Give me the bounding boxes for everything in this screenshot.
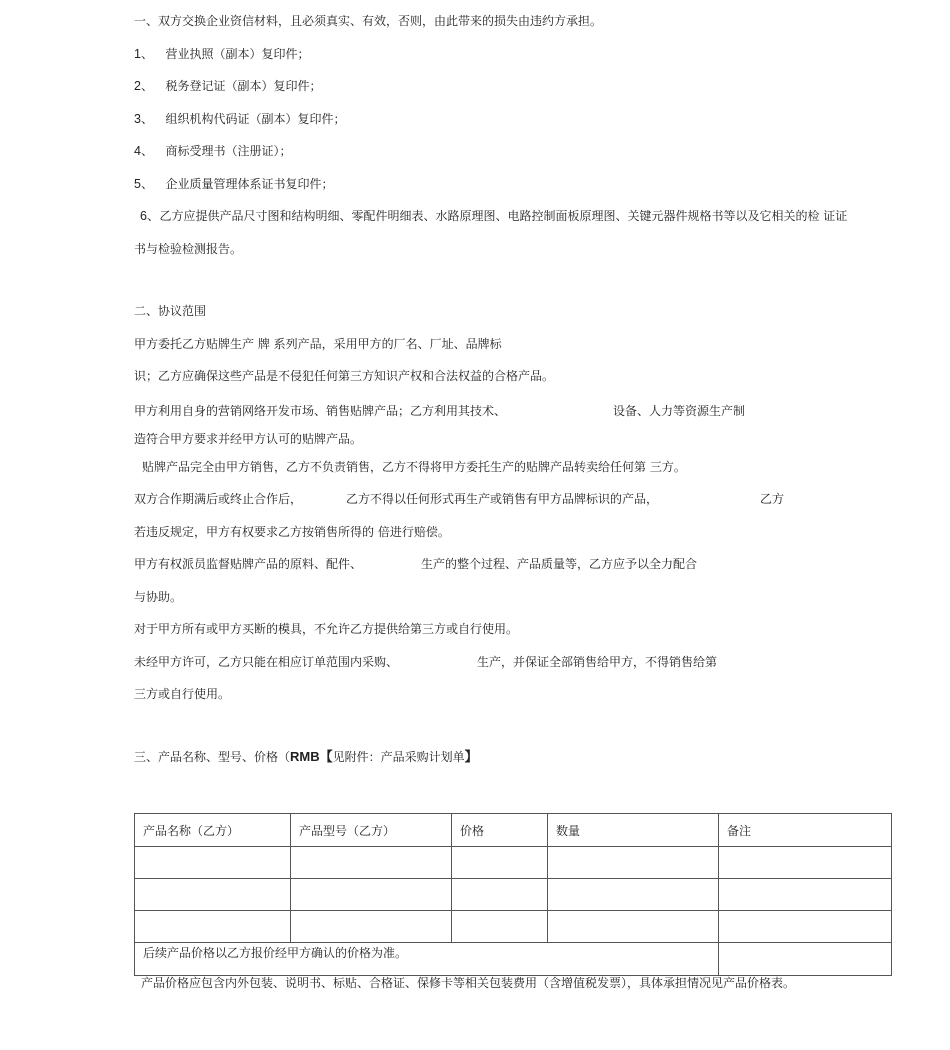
list-item (134, 111, 345, 127)
heading-part: 见附件：产品采购计划单 (332, 750, 465, 764)
table-cell (719, 911, 892, 943)
paragraph-left: 未经甲方许可，乙方只能在相应订单范围内采购、 (134, 655, 399, 669)
section3-heading (134, 749, 478, 765)
paragraph: 若违反规定，甲方有权要求乙方按销售所得的 倍进行赔偿。 (134, 525, 450, 539)
list-item-text: 组织机构代码证（副本）复印件； (165, 112, 346, 126)
paragraph: 造符合甲方要求并经甲方认可的贴牌产品。 (134, 432, 363, 446)
paragraph: 贴牌产品完全由甲方销售，乙方不负责销售，乙方不得将甲方委托生产的贴牌产品转卖给任何第 三方。 (142, 460, 686, 474)
list-item (134, 176, 333, 192)
list-item-text: 乙方应提供产品尺寸图和结构明细、零配件明细表、水路原理图、电路控制面板原理图、关键元器件规格书等以及它相关的检 证证 (159, 209, 848, 223)
list-item-number: 1、 (134, 47, 154, 61)
section2-heading: 二、协议范围 (134, 304, 207, 318)
paragraph-right: 乙方 (760, 492, 785, 506)
paragraph-left: 甲方有权派员监督贴牌产品的原料、配件、 (134, 557, 363, 571)
paragraph: 与协助。 (134, 590, 183, 604)
table-header-cell: 备注 (719, 814, 892, 847)
table-cell (548, 879, 719, 911)
table-row (135, 911, 892, 943)
table-cell (452, 879, 548, 911)
paragraph-right: 设备、人力等资源生产制 (613, 404, 746, 418)
table-cell (291, 911, 452, 943)
table-row (135, 879, 892, 911)
paragraph: 识；乙方应确保这些产品是不侵犯任何第三方知识产权和合法权益的合格产品。 (134, 369, 555, 383)
list-item-6-continuation: 书与检验检测报告。 (134, 242, 243, 256)
list-item-text: 营业执照（副本）复印件； (165, 47, 310, 61)
paragraph-right: 生产的整个过程、产品质量等，乙方应予以全力配合 (421, 557, 698, 571)
table-footer-cell: 后续产品价格以乙方报价经甲方确认的价格为准。 (135, 943, 719, 976)
table-header-cell: 产品型号（乙方） (291, 814, 452, 847)
list-item (134, 143, 291, 159)
table-cell (291, 879, 452, 911)
table-header-cell: 价格 (452, 814, 548, 847)
list-item-text: 商标受理书（注册证）； (165, 144, 292, 158)
list-item-number: 5、 (134, 177, 154, 191)
section1-intro: 一、双方交换企业资信材料，且必须真实、有效，否则，由此带来的损失由违约方承担。 (134, 14, 603, 28)
list-item-number: 3、 (134, 112, 154, 126)
price-note: 产品价格应包含内外包装、说明书、标贴、合格证、保修卡等相关包装费用（含增值税发票），具体承担情况见产品价格表。 (141, 976, 796, 990)
table-header-cell: 数量 (548, 814, 719, 847)
table-row (135, 847, 892, 879)
table-header-row (135, 814, 892, 847)
table-cell (452, 911, 548, 943)
paragraph-right: 生产，并保证全部销售给甲方，不得销售给第 (477, 655, 718, 669)
paragraph-left: 甲方利用自身的营销网络开发市场、销售贴牌产品；乙方利用其技术、 (134, 404, 507, 418)
paragraph-middle: 乙方不得以任何形式再生产或销售有甲方品牌标识的产品， (346, 492, 659, 506)
table-cell (548, 847, 719, 879)
list-item-text: 企业质量管理体系证书复印件； (165, 177, 334, 191)
list-item-number: 6、 (140, 209, 160, 223)
heading-part: 三、产品名称、型号、价格（ (134, 750, 291, 764)
table-cell (135, 879, 291, 911)
paragraph: 甲方委托乙方贴牌生产 牌 系列产品，采用甲方的厂名、厂址、品牌标 (134, 337, 502, 351)
list-item-number: 2、 (134, 79, 154, 93)
paragraph: 对于甲方所有或甲方买断的模具，不允许乙方提供给第三方或自行使用。 (134, 622, 519, 636)
list-item (134, 78, 321, 94)
heading-part: RMB【 (290, 749, 333, 764)
table-cell (135, 911, 291, 943)
table-footer-row (135, 943, 892, 976)
list-item-6 (140, 208, 847, 224)
list-item-text: 税务登记证（副本）复印件； (165, 79, 322, 93)
product-table (134, 813, 892, 976)
table-cell (548, 911, 719, 943)
paragraph: 三方或自行使用。 (134, 687, 231, 701)
table-header-cell: 产品名称（乙方） (135, 814, 291, 847)
table-footer-note-cell (719, 943, 892, 976)
list-item (134, 46, 309, 62)
heading-part: 】 (464, 749, 478, 764)
paragraph-left: 双方合作期满后或终止合作后， (134, 492, 303, 506)
table-cell (719, 879, 892, 911)
table-cell (291, 847, 452, 879)
table-cell (452, 847, 548, 879)
table-cell (135, 847, 291, 879)
list-item-number: 4、 (134, 144, 154, 158)
table-cell (719, 847, 892, 879)
